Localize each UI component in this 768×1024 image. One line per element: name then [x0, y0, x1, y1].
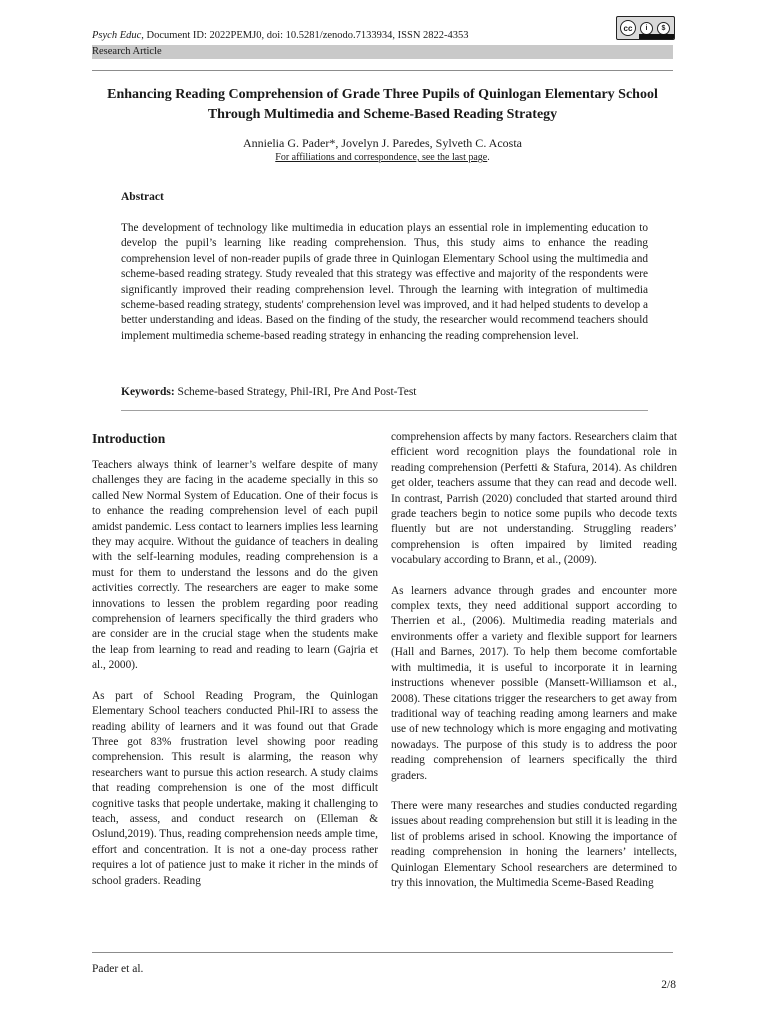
attribution-icon: i — [640, 22, 653, 35]
affiliation-note — [92, 151, 673, 164]
journal-header — [92, 29, 632, 42]
keywords-divider — [121, 410, 648, 411]
cc-license-badge[interactable] — [616, 16, 675, 40]
keywords-line — [121, 386, 648, 398]
affiliation-link[interactable]: For affiliations and correspondence, see the last page — [275, 152, 488, 163]
creative-commons-icon: cc — [620, 20, 636, 36]
section-label-bar — [92, 45, 673, 59]
citation-info: , Document ID: 2022PEMJ0, doi: 10.5281/zenodo.7133934, ISSN 2822-4353 — [141, 30, 469, 41]
body-paragraph: As learners advance through grades and encounter more complex texts, they need additional support according to Therrien et al., (2006). Multimedia reading materials and environments offer a variety and flexible support for learners (Hall and Barnes, 2017). To help them become comfortable with multimedia, it is useful to incorporate it in learning instructions whenever possible (Mansett-Williamson et al., 2008). These citations trigger the researchers to get away from traditional way of teaching reading among learners and make use of new technology which is more engaging and motivating nowadays. The purpose of this study is to address the poor reading comprehension of learners specifically the third graders. — [391, 584, 677, 782]
author-list: Annielia G. Pader*, Jovelyn J. Paredes, Sylveth C. Acosta — [243, 136, 522, 150]
body-paragraph: comprehension affects by many factors. Researchers claim that efficient word recognition plays the foundational role in reading comprehension (Perfetti & Stafura, 2014). As children get older, teachers assume that they can read and decode well. In contrast, Parrish (2020) concluded that started around third grade teachers begin to notice some pupils who decode texts fluently but are not understanding. Struggling readers’ comprehension is often impaired by limited reading vocabulary according to Brann, et al., (2009). — [391, 431, 677, 567]
keywords-value: Scheme-based Strategy, Phil-IRI, Pre And Post-Test — [174, 386, 417, 398]
keywords-label: Keywords: — [121, 386, 175, 398]
body-paragraph: There were many researches and studies conducted regarding issues about reading comprehension but still it is leading in the list of problems arised in school. Knowing the importance of reading comprehension in honing the learners’ intellects, Quinlogan Elementary School researchers are determined to try this innovation, the Multimedia Sceme-Based Reading — [391, 799, 677, 889]
paper-title: Enhancing Reading Comprehension of Grade Three Pupils of Quinlogan Elementary School Through Multimedia and Scheme-Based Reading Strategy — [107, 87, 658, 122]
noncommercial-icon: $ — [657, 22, 670, 35]
footer-divider — [92, 952, 673, 953]
left-column — [92, 430, 378, 904]
body-paragraph: As part of School Reading Program, the Quinlogan Elementary School teachers conducted Phil-IRI to assess the reading ability of learners and it was found out that Grade Three got 83% frustration level showing poor reading comprehension. This result is alarming, the reason why researchers want to pursue this action research. A study claims that reading comprehension is one of the most difficult cognitive tasks that people undertake, making it challenging to teach, assess, and conduct research on (Elleman & Oslund,2019). Thus, reading comprehension needs ample time, effort and concentration. It is not a one-day process rather requires a lot of patience just to make it richer in the minds of school graders. Reading — [92, 689, 378, 887]
header-divider — [92, 70, 673, 71]
section-label: Research Article — [92, 46, 162, 57]
body-paragraph: Teachers always think of learner’s welfare despite of many challenges they are facing in the academe specially in this so called New Normal System of Education. One of their focus is to enhance the reading comprehension level of each pupil amidst pandemic. Less contact to learners implies less learning they may acquire. Without the guidance of teachers in dealing with the self-learning modules, reading comprehension is a must for them to understand the lessons and do the given activities correctly. The researchers are eager to make some innovations to lessen the problem regarding poor reading comprehension of learners specifically the third graders who are consider are in the crucial stage when the students make the leap from learning to read and reading to learn (Gajria et al., 2000). — [92, 459, 378, 672]
introduction-heading: Introduction — [92, 431, 166, 446]
footer-author: Pader et al. — [92, 963, 144, 975]
license-strip — [639, 34, 674, 39]
abstract-heading: Abstract — [121, 191, 164, 203]
journal-name: Psych Educ — [92, 30, 142, 41]
affiliation-period: . — [487, 152, 490, 163]
abstract-body: The development of technology like multimedia in education plays an essential role in implementing education to develop the pupil’s learning like reading comprehension. Thus, this study aims to enhance the reading comprehension level of non-reader pupils of grade three in Quinlogan Elementary School using the multimedia and scheme-based reading strategy. Study revealed that this strategy was effective and majority of the respondents were significantly improved their reading comprehension level. Through the learning with integration of multimedia scheme-based reading strategy, students' comprehension level was improved, and it had helped students to develop a better understanding and ideas. Based on the finding of the study, the researcher would recommend teachers should implement multimedia scheme-based reading strategy in enhancing the reading comprehension level. — [121, 222, 648, 342]
right-column — [391, 430, 677, 906]
page-number: 2/8 — [661, 979, 676, 991]
